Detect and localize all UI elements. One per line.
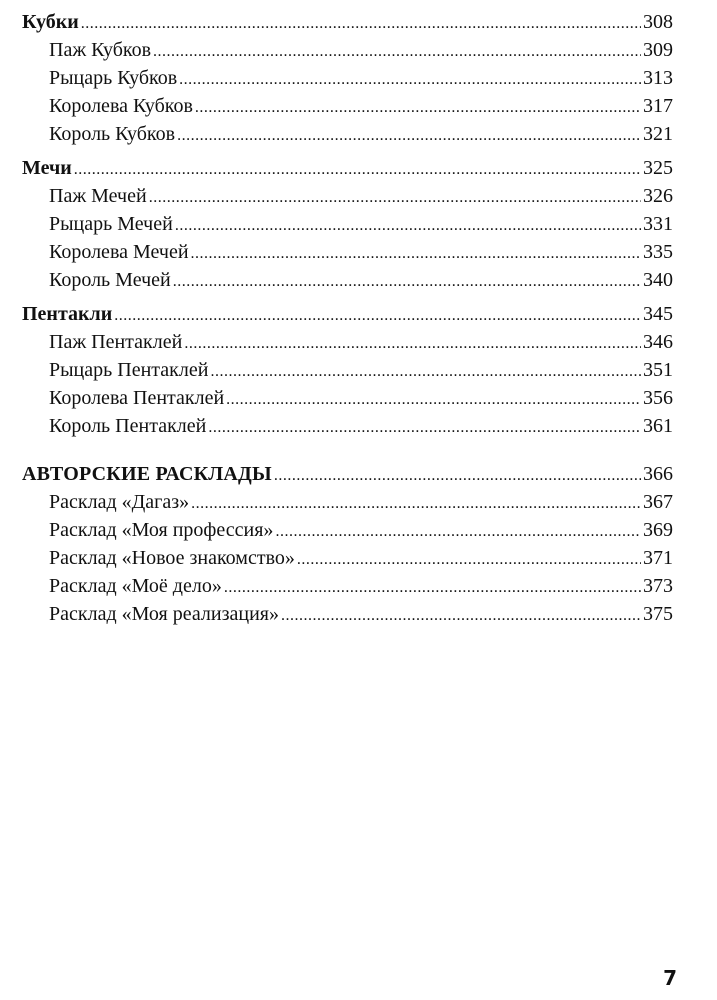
page-number: 309	[643, 39, 673, 61]
dot-leader	[191, 488, 641, 518]
chapter-title: АВТОРСКИЕ РАСКЛАДЫ	[22, 463, 272, 485]
page-number: 317	[643, 95, 673, 117]
page-number: 356	[643, 387, 673, 409]
section-title: Мечи	[22, 157, 72, 179]
dot-leader	[274, 460, 641, 490]
page-number: 313	[643, 67, 673, 89]
entry-title: Рыцарь Пентаклей	[49, 359, 209, 381]
page-number: 369	[643, 519, 673, 541]
page-number: 345	[643, 303, 673, 325]
dot-leader	[226, 384, 641, 414]
entry-title: Расклад «Новое знакомство»	[49, 547, 295, 569]
dot-leader	[297, 544, 641, 574]
entry-title: Паж Кубков	[49, 39, 152, 61]
page-number: 367	[643, 491, 673, 513]
dot-leader	[81, 8, 641, 38]
dot-leader	[184, 328, 641, 358]
dot-leader	[153, 36, 641, 66]
dot-leader	[74, 154, 641, 184]
toc-entry[interactable]	[22, 328, 673, 356]
entry-title: Расклад «Моя реализация»	[49, 603, 279, 625]
entry-title: Расклад «Дагаз»	[49, 491, 190, 513]
section-title: Кубки	[22, 11, 79, 33]
entry-title: Паж Мечей	[49, 185, 147, 207]
dot-leader	[191, 238, 641, 268]
toc-section-heading[interactable]	[22, 8, 673, 36]
dot-leader	[179, 64, 641, 94]
page-number: 340	[643, 269, 673, 291]
dot-leader	[175, 210, 641, 240]
toc-entry[interactable]	[22, 600, 673, 628]
toc-section-heading[interactable]	[22, 300, 673, 328]
entry-title: Рыцарь Мечей	[49, 213, 173, 235]
toc-entry[interactable]	[22, 120, 673, 148]
entry-title: Королева Кубков	[49, 95, 193, 117]
page-number: 331	[643, 213, 673, 235]
entry-title: Король Кубков	[49, 123, 176, 145]
entry-title: Король Пентаклей	[49, 415, 207, 437]
page-number: 371	[643, 547, 673, 569]
toc-entry[interactable]	[22, 356, 673, 384]
page-number: 366	[643, 463, 673, 485]
page-number: 351	[643, 359, 673, 381]
dot-leader	[281, 600, 641, 630]
toc-section-pentacles	[22, 300, 673, 440]
toc-entry[interactable]	[22, 36, 673, 64]
dot-leader	[114, 300, 641, 330]
page-number: 335	[643, 241, 673, 263]
entry-title: Паж Пентаклей	[49, 331, 183, 353]
entry-title: Расклад «Моё дело»	[49, 575, 222, 597]
dot-leader	[149, 182, 641, 212]
toc-entry[interactable]	[22, 238, 673, 266]
toc-entry[interactable]	[22, 572, 673, 600]
page-number: 321	[643, 123, 673, 145]
toc-entry[interactable]	[22, 544, 673, 572]
toc-section-swords	[22, 154, 673, 294]
page-number: 361	[643, 415, 673, 437]
entry-title: Королева Пентаклей	[49, 387, 225, 409]
toc-chapter-heading[interactable]	[22, 460, 673, 488]
toc-entry[interactable]	[22, 384, 673, 412]
toc-entry[interactable]	[22, 266, 673, 294]
page-number: 373	[643, 575, 673, 597]
entry-title: Королева Мечей	[49, 241, 189, 263]
entry-title: Король Мечей	[49, 269, 171, 291]
toc-entry[interactable]	[22, 488, 673, 516]
toc-section-heading[interactable]	[22, 154, 673, 182]
toc-section-cups	[22, 8, 673, 148]
dot-leader	[195, 92, 641, 122]
toc-entry[interactable]	[22, 516, 673, 544]
toc-entry[interactable]	[22, 210, 673, 238]
dot-leader	[208, 412, 641, 442]
page-number: 346	[643, 331, 673, 353]
toc-entry[interactable]	[22, 64, 673, 92]
table-of-contents	[22, 8, 673, 628]
dot-leader	[177, 120, 641, 150]
page-number: 308	[643, 11, 673, 33]
entry-title: Расклад «Моя профессия»	[49, 519, 274, 541]
page-number: 325	[643, 157, 673, 179]
section-title: Пентакли	[22, 303, 113, 325]
dot-leader	[210, 356, 641, 386]
page-number: 326	[643, 185, 673, 207]
toc-entry[interactable]	[22, 182, 673, 210]
folio-page-number: 7	[663, 966, 677, 990]
page-number: 375	[643, 603, 673, 625]
toc-section-author-spreads	[22, 460, 673, 628]
dot-leader	[275, 516, 641, 546]
toc-entry[interactable]	[22, 412, 673, 440]
dot-leader	[224, 572, 641, 602]
toc-entry[interactable]	[22, 92, 673, 120]
dot-leader	[173, 266, 641, 296]
entry-title: Рыцарь Кубков	[49, 67, 178, 89]
